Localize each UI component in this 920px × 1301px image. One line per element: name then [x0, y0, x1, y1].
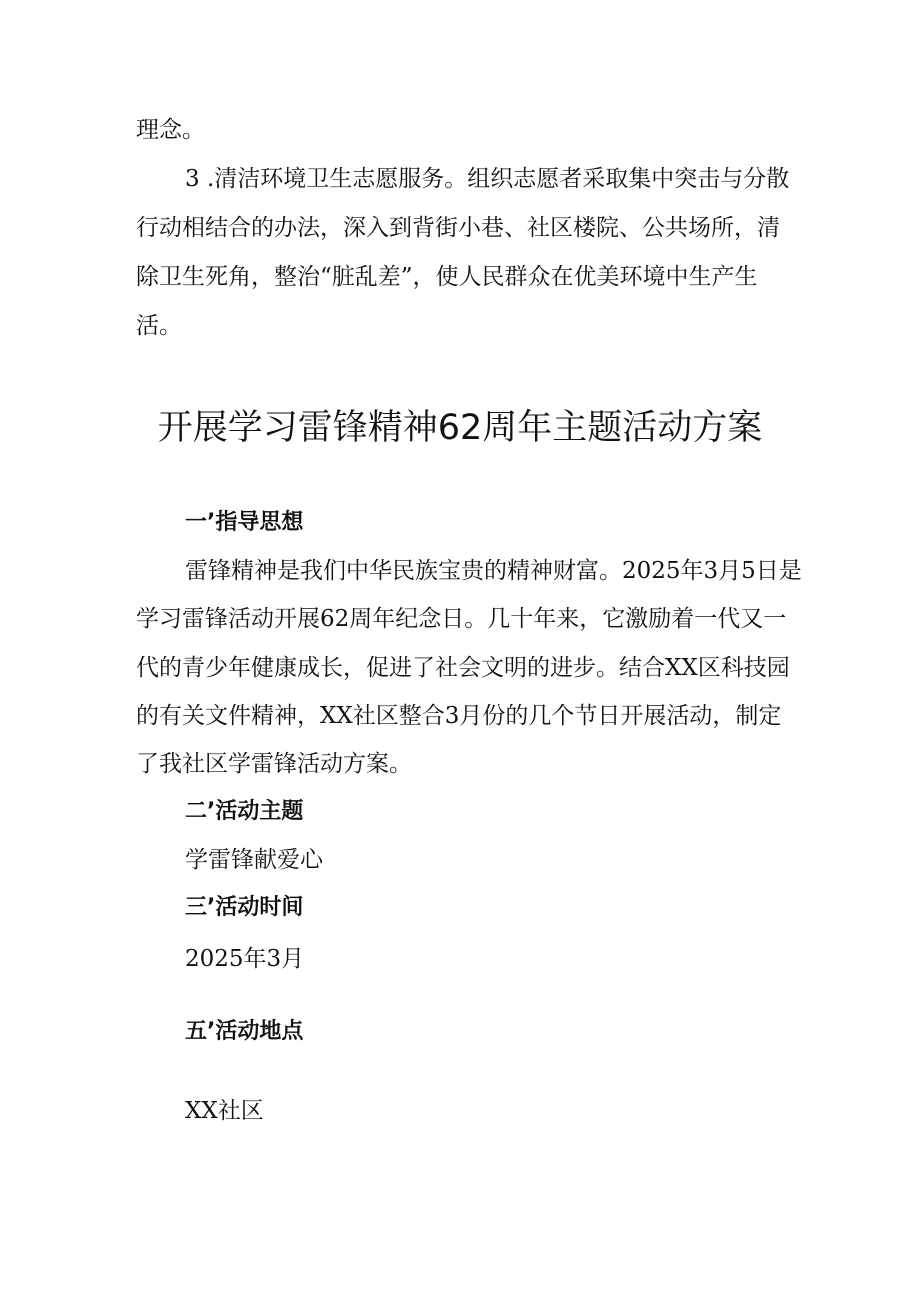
item3-line-1: 3 .清洁环境卫生志愿服务。组织志愿者采取集中突击与分散: [185, 166, 790, 192]
section-heading-guiding-thought: 一’指导思想: [185, 510, 304, 535]
document-title: 开展学习雷锋精神62周年主题活动方案: [157, 408, 763, 448]
intro-line: 理念。: [136, 117, 205, 143]
item3-line-3: 除卫生死角，整治“脏乱差”，使人民群众在优美环境中生产生: [136, 264, 758, 290]
section-heading-activity-location: 五’活动地点: [185, 1019, 304, 1044]
section1-line-5: 了我社区学雷锋活动方案。: [136, 751, 412, 777]
section1-line-1: 雷锋精神是我们中华民族宝贵的精神财富。2025年3月5日是: [185, 558, 802, 584]
section-heading-activity-theme: 二’活动主题: [185, 799, 304, 824]
activity-theme-text: 学雷锋献爱心: [185, 847, 323, 873]
section-heading-activity-time: 三’活动时间: [185, 895, 304, 920]
activity-time-text: 2025年3月: [185, 946, 305, 972]
activity-location-text: XX社区: [185, 1098, 264, 1124]
item3-line-4: 活。: [136, 313, 182, 339]
item3-line-2: 行动相结合的办法，深入到背街小巷、社区楼院、公共场所，清: [136, 215, 780, 241]
section1-line-2: 学习雷锋活动开展62周年纪念日。几十年来，它激励着一代又一: [136, 606, 787, 632]
section1-line-4: 的有关文件精神，XX社区整合3月份的几个节日开展活动，制定: [136, 703, 782, 729]
section1-line-3: 代的青少年健康成长，促进了社会文明的进步。结合XX区科技园: [136, 655, 790, 681]
